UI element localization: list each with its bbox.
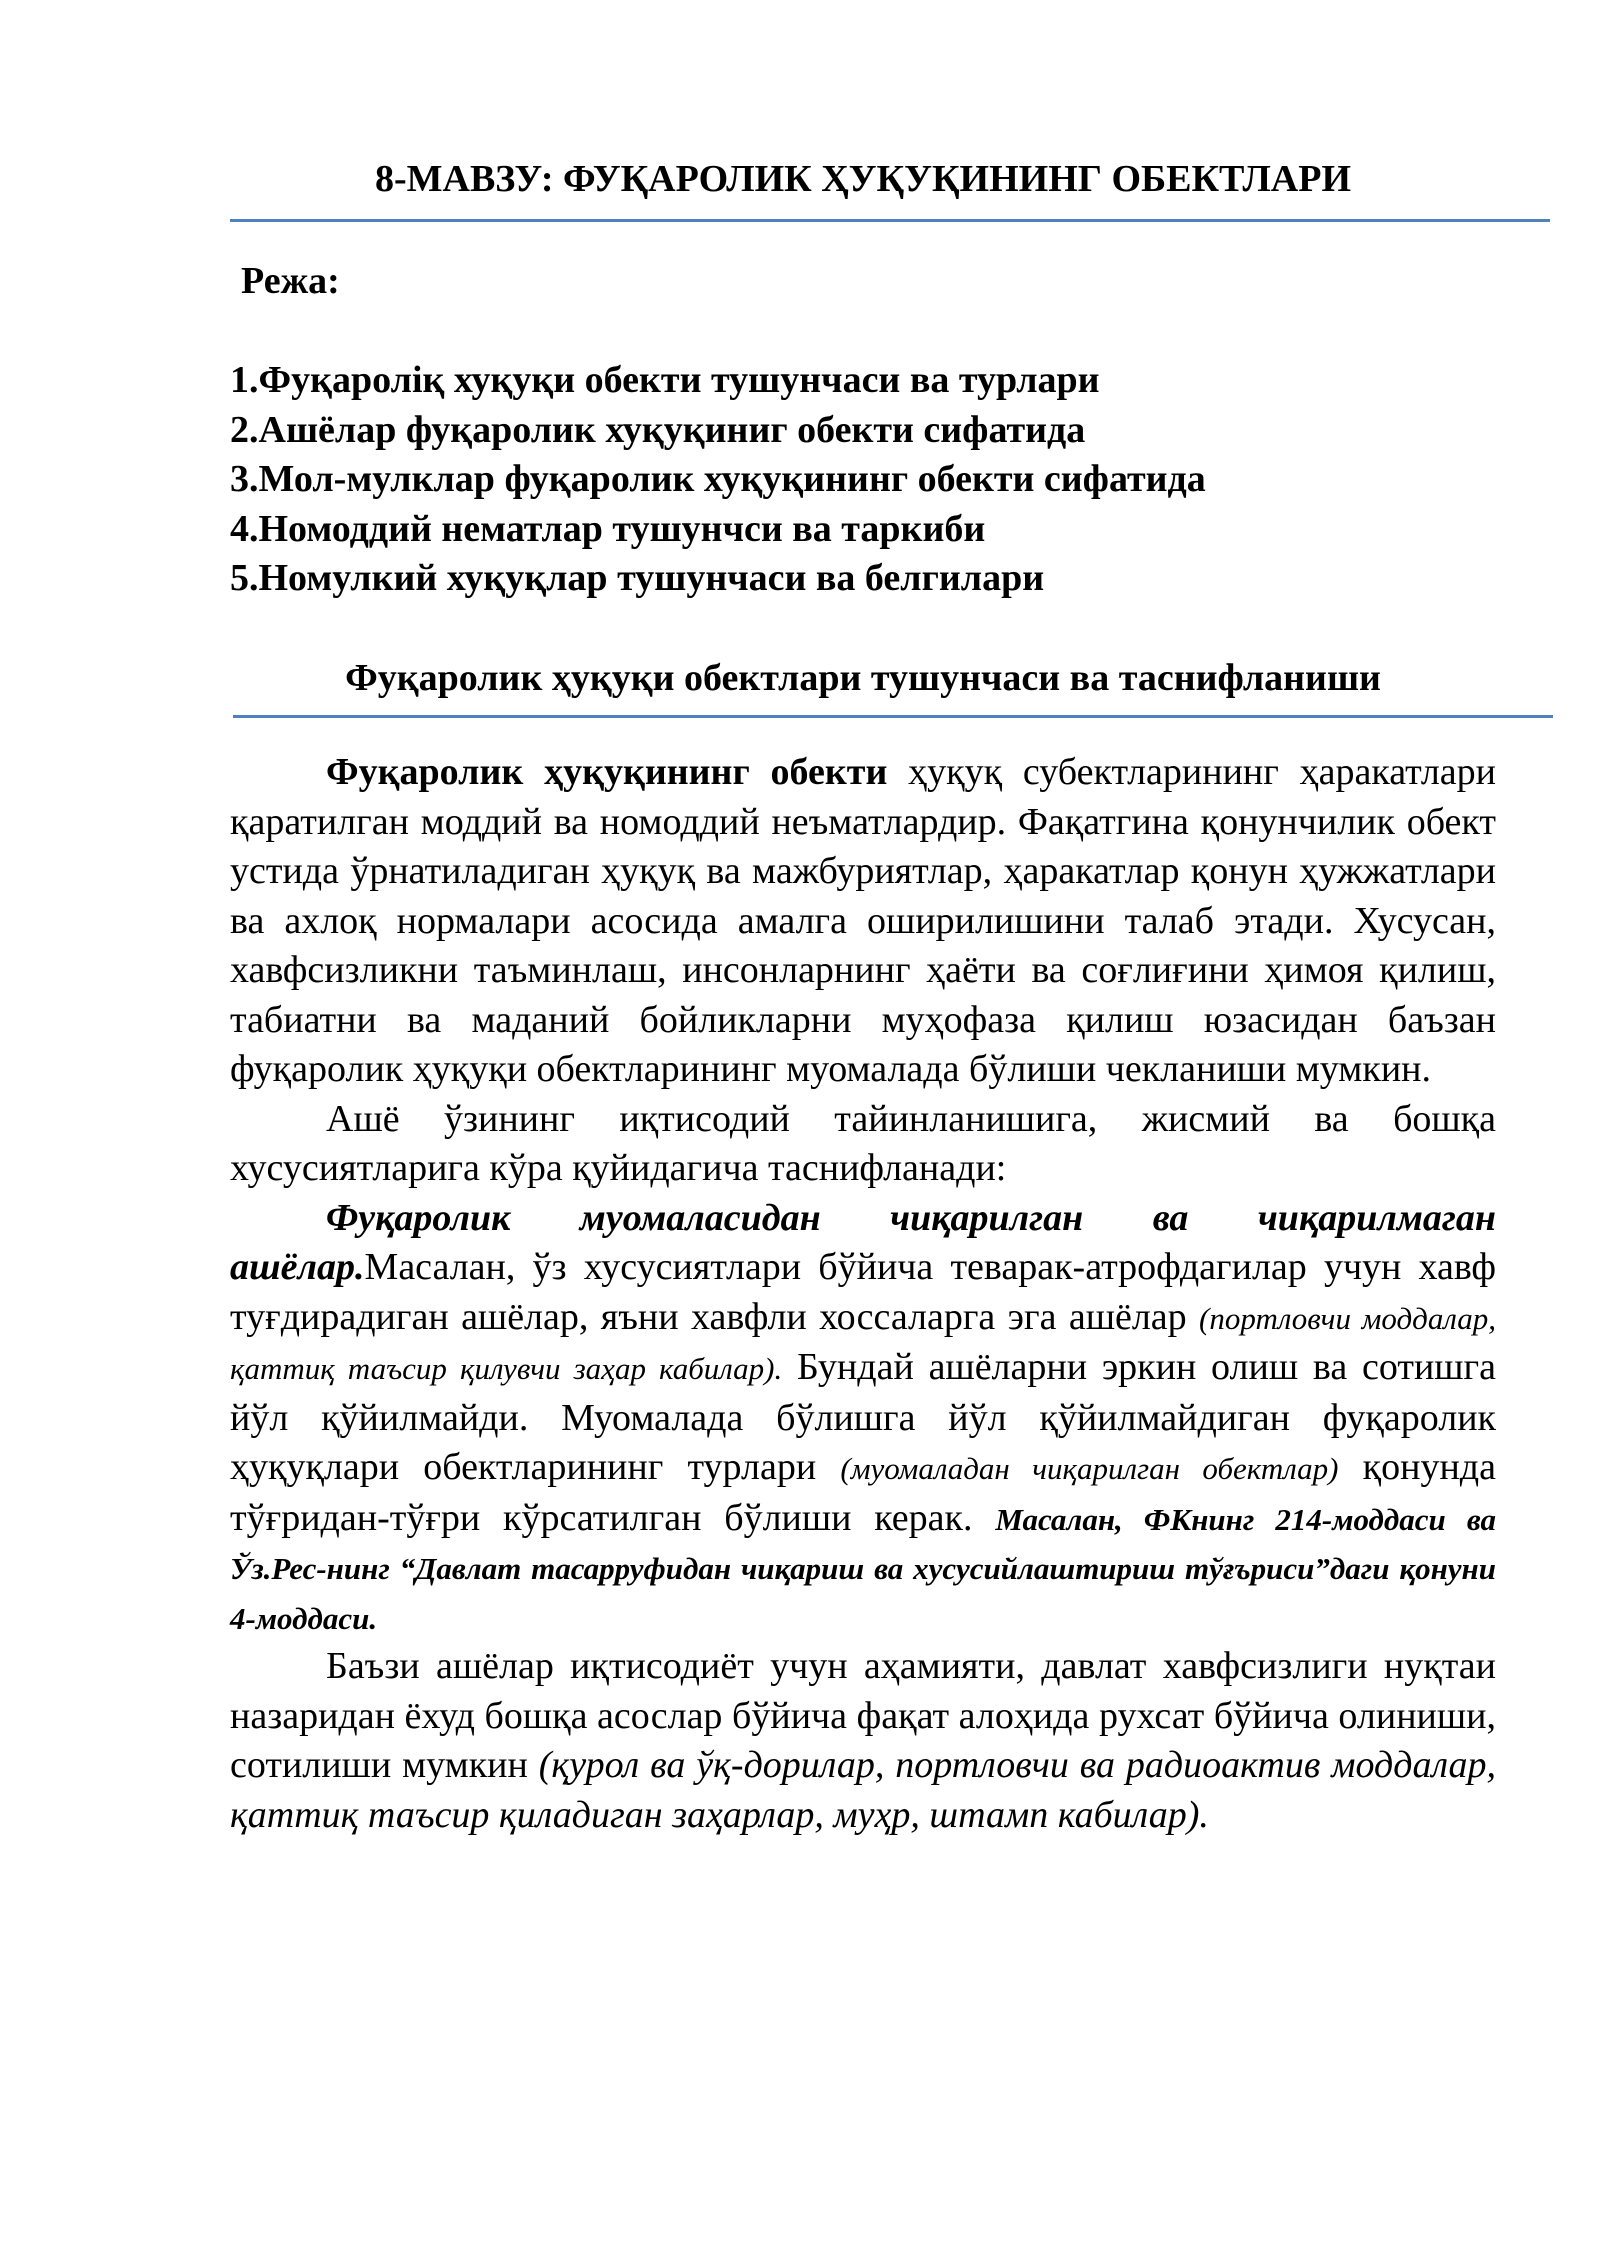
paragraph-3-note: Масалан, ФКнинг 214-моддаси ва Ўз.Рес-нинг “Давлат тасарруфидан чиқариш ва хусусийлаштириш тўғъриси”даги қонуни 4-моддаси. bbox=[230, 1501, 1497, 1636]
paragraph-1 bbox=[230, 748, 1496, 1095]
page-title: 8-МАВЗУ: ФУҚАРОЛИК ҲУҚУҚИНИНГ ОБЕКТЛАРИ bbox=[374, 158, 1351, 200]
plan-item-4: 4.Номоддий нематлар тушунчси ва таркиби bbox=[230, 507, 986, 550]
paragraph-3-text-a: Масалан, ўз хусусиятлари бўйича теварак-атрофдагилар учун хавф туғдирадиган ашёлар, яъни хавфли хоссаларга эга ашёлар bbox=[230, 1246, 1496, 1338]
paragraph-1-text: ҳуқуқ субектларининг ҳаракатлари қаратилган моддий ва номоддий неъматлардир. Фақатгина қонунчилик обект устида ўрнатиладиган ҳуқуқ ва мажбуриятлар, ҳаракатлар қонун ҳужжатлари ва ахлоқ нормалари асосида амалга оширилишини талаб этади. Хусусан, хавфсизликни таъминлаш, инсонларнинг ҳаёти ва соғлиғини ҳимоя қилиш, табиатни ва маданий бойликларни муҳофаза қилиш юзасидан баъзан фуқаролик ҳуқуқи обектларининг муомалада бўлиши чекланиши мумкин. bbox=[230, 751, 1497, 1090]
plan-item-5: 5.Номулкий хуқуқлар тушунчаси ва белгилари bbox=[230, 557, 1045, 599]
paragraph-3-text-b: Бундай ашёларни эркин олиш ва сотишга йўл қўйилмайди. Муомалада бўлишга йўл қўйилмайдиган фуқаролик ҳуқуқлари обектларининг турлари bbox=[230, 1346, 1496, 1488]
plan-list bbox=[230, 356, 1530, 604]
paragraph-4-italic: (қурол ва ўқ-дорилар, портловчи ва радиоактив моддалар, қаттиқ таъсир қиладиган заҳарлар, муҳр, штамп кабилар). bbox=[230, 1744, 1497, 1836]
term-bold: Фуқаролик ҳуқуқининг обекти bbox=[326, 751, 888, 793]
paragraph-4 bbox=[230, 1642, 1496, 1840]
paragraph-2-text: Ашё ўзининг иқтисодий тайинланишига, жисмий ва бошқа хусусиятларига кўра қуйидагича таснифланади: bbox=[230, 1097, 1496, 1189]
paragraph-3-italic-b: (муомаладан чиқарилган обектлар) bbox=[840, 1451, 1339, 1486]
paragraph-3-text-c: қонунда тўғридан-тўғри кўрсатилган бўлиши керак. bbox=[230, 1446, 1496, 1539]
plan-item-2: 2.Ашёлар фуқаролик хуқуқиниг обекти сифатида bbox=[230, 408, 1086, 451]
body-text bbox=[230, 748, 1496, 1840]
paragraph-3 bbox=[230, 1194, 1496, 1643]
paragraph-3-italic-a: (портловчи моддалар, қаттиқ таъсир қилувчи заҳар кабилар). bbox=[230, 1300, 1496, 1386]
paragraph-4-text: Баъзи ашёлар иқтисодиёт учун аҳамияти, давлат хавфсизлиги нуқтаи назаридан ёхуд бошқа асослар бўйича фақат алоҳида рухсат бўйича олиниши, сотилиши мумкин bbox=[230, 1645, 1496, 1786]
section-divider bbox=[233, 715, 1553, 718]
paragraph-2 bbox=[230, 1095, 1496, 1194]
plan-item-1: 1.Фуқароліқ хуқуқи обекти тушунчаси ва турлари bbox=[230, 359, 1100, 401]
title-divider bbox=[230, 219, 1550, 222]
section-title: Фуқаролик ҳуқуқи обектлари тушунчаси ва таснифланиши bbox=[345, 657, 1381, 699]
plan-label: Режа: bbox=[241, 260, 340, 302]
plan-item-3: 3.Мол-мулклар фуқаролик хуқуқининг обекти сифатида bbox=[230, 458, 1206, 500]
subheading-bold-italic: Фуқаролик муомаласидан чиқарилган ва чиқарилмаган ашёлар. bbox=[230, 1196, 1496, 1288]
